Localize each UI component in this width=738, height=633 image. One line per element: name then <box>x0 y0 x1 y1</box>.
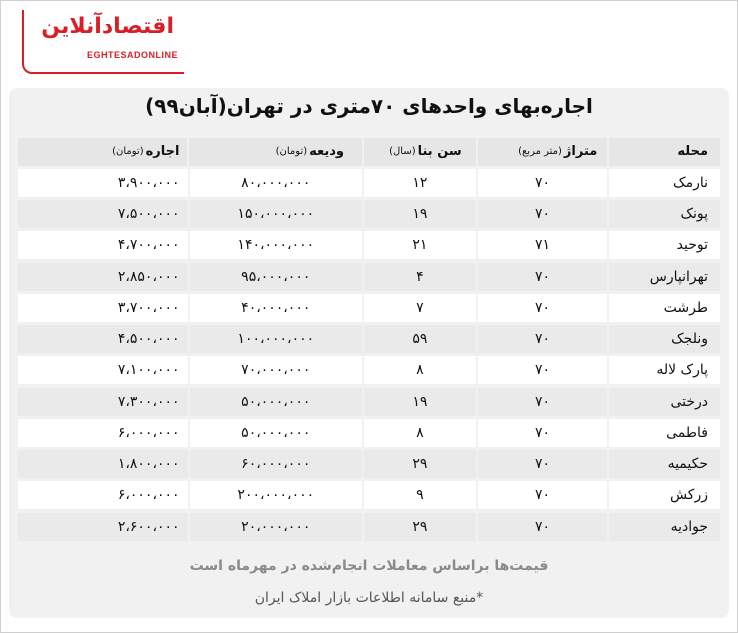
cell-age: ۹ <box>364 481 476 509</box>
cell-size: ۷۰ <box>478 481 608 509</box>
table-row <box>18 386 720 417</box>
header-rent-unit: (تومان) <box>112 146 144 158</box>
table-header-row <box>18 136 720 167</box>
cell-deposit: ۴۰،۰۰۰،۰۰۰ <box>190 294 362 322</box>
header-age: سن بنا (سال) <box>364 138 476 166</box>
table-body <box>18 167 720 542</box>
cell-deposit: ۷۰،۰۰۰،۰۰۰ <box>190 356 362 384</box>
cell-area: پارک لاله <box>609 356 720 384</box>
cell-rent: ۱،۸۰۰،۰۰۰ <box>18 450 188 478</box>
table-row <box>18 261 720 292</box>
cell-rent: ۲،۶۰۰،۰۰۰ <box>18 513 188 541</box>
cell-deposit: ۵۰،۰۰۰،۰۰۰ <box>190 388 362 416</box>
cell-size: ۷۰ <box>478 169 608 197</box>
cell-size: ۷۰ <box>478 294 608 322</box>
table-row <box>18 199 720 230</box>
cell-rent: ۴،۷۰۰،۰۰۰ <box>18 231 188 259</box>
brand-logo <box>22 10 184 74</box>
cell-age: ۴ <box>364 263 476 291</box>
table-row <box>18 167 720 198</box>
cell-age: ۵۹ <box>364 325 476 353</box>
cell-size: ۷۰ <box>478 513 608 541</box>
cell-deposit: ۱۵۰،۰۰۰،۰۰۰ <box>190 200 362 228</box>
cell-deposit: ۹۵،۰۰۰،۰۰۰ <box>190 263 362 291</box>
header-deposit: ودیعه (تومان) <box>189 138 362 166</box>
table-row <box>18 511 720 542</box>
page-title: اجاره‌بهای واحدهای ۷۰متری در تهران(آبان۹۹) <box>145 94 593 118</box>
cell-deposit: ۵۰،۰۰۰،۰۰۰ <box>190 419 362 447</box>
cell-age: ۸ <box>364 356 476 384</box>
logo-text-en: EGHTESADONLINE <box>86 50 178 60</box>
cell-rent: ۶،۰۰۰،۰۰۰ <box>18 419 188 447</box>
cell-area: حکیمیه <box>609 450 720 478</box>
header-size-unit: (متر مربع) <box>518 146 562 158</box>
cell-area: جوادیه <box>609 513 720 541</box>
cell-age: ۲۹ <box>364 450 476 478</box>
cell-size: ۷۰ <box>478 388 608 416</box>
cell-deposit: ۸۰،۰۰۰،۰۰۰ <box>190 169 362 197</box>
cell-size: ۷۰ <box>478 356 608 384</box>
cell-age: ۱۹ <box>364 388 476 416</box>
cell-area: نارمک <box>609 169 720 197</box>
cell-area: طرشت <box>609 294 720 322</box>
cell-area: توحید <box>609 231 720 259</box>
header-rent: اجاره (تومان) <box>18 138 187 166</box>
cell-rent: ۷،۱۰۰،۰۰۰ <box>18 356 188 384</box>
cell-age: ۲۱ <box>364 231 476 259</box>
header-area: محله <box>609 138 720 166</box>
table-row <box>18 417 720 448</box>
header-age-unit: (سال) <box>389 146 416 158</box>
cell-rent: ۴،۵۰۰،۰۰۰ <box>18 325 188 353</box>
cell-age: ۲۹ <box>364 513 476 541</box>
cell-deposit: ۱۴۰،۰۰۰،۰۰۰ <box>190 231 362 259</box>
cell-rent: ۷،۳۰۰،۰۰۰ <box>18 388 188 416</box>
footnote-note: قیمت‌ها براساس معاملات انجام‌شده در مهرماه است <box>189 558 549 574</box>
cell-rent: ۷،۵۰۰،۰۰۰ <box>18 200 188 228</box>
cell-age: ۷ <box>364 294 476 322</box>
logo-text-fa: اقتصادآنلاین <box>41 14 174 39</box>
cell-size: ۷۱ <box>478 231 608 259</box>
cell-size: ۷۰ <box>478 450 608 478</box>
cell-rent: ۳،۷۰۰،۰۰۰ <box>18 294 188 322</box>
cell-size: ۷۰ <box>478 200 608 228</box>
cell-age: ۱۹ <box>364 200 476 228</box>
table-row <box>18 355 720 386</box>
cell-rent: ۶،۰۰۰،۰۰۰ <box>18 481 188 509</box>
cell-age: ۸ <box>364 419 476 447</box>
cell-age: ۱۲ <box>364 169 476 197</box>
cell-deposit: ۶۰،۰۰۰،۰۰۰ <box>190 450 362 478</box>
header-size: متراژ (متر مربع) <box>478 138 608 166</box>
cell-area: درختی <box>609 388 720 416</box>
header-deposit-unit: (تومان) <box>275 146 308 158</box>
cell-area: تهرانپارس <box>609 263 720 291</box>
cell-area: زرکش <box>609 481 720 509</box>
rent-table <box>18 136 720 542</box>
footnote-source: *منبع سامانه اطلاعات بازار املاک ایران <box>254 590 484 606</box>
table-row <box>18 480 720 511</box>
cell-deposit: ۱۰۰،۰۰۰،۰۰۰ <box>190 325 362 353</box>
cell-deposit: ۲۰۰،۰۰۰،۰۰۰ <box>190 481 362 509</box>
cell-size: ۷۰ <box>478 419 608 447</box>
logo-accent-bar <box>22 10 24 40</box>
cell-size: ۷۰ <box>478 325 608 353</box>
cell-deposit: ۲۰،۰۰۰،۰۰۰ <box>190 513 362 541</box>
cell-rent: ۲،۸۵۰،۰۰۰ <box>18 263 188 291</box>
cell-size: ۷۰ <box>478 263 608 291</box>
table-row <box>18 324 720 355</box>
cell-area: فاطمی <box>609 419 720 447</box>
table-row <box>18 292 720 323</box>
table-row <box>18 449 720 480</box>
cell-area: پونک <box>609 200 720 228</box>
cell-area: ونلجک <box>609 325 720 353</box>
cell-rent: ۳،۹۰۰،۰۰۰ <box>18 169 188 197</box>
table-row <box>18 230 720 261</box>
